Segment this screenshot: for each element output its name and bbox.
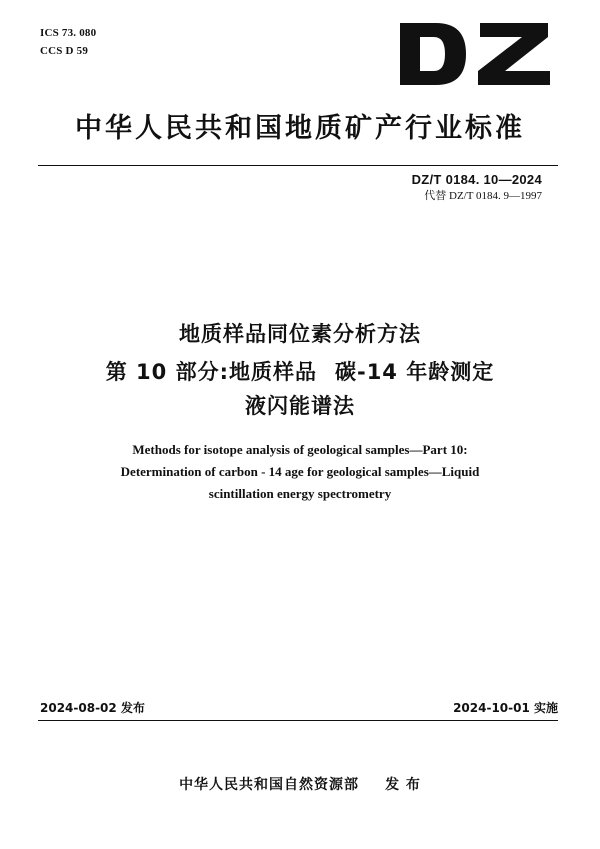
ics-code: ICS 73. 080 [40, 27, 97, 39]
chinese-title-line-1: 地质样品同位素分析方法 [179, 322, 421, 346]
dz-logo [396, 19, 554, 89]
english-title-line-2: Determination of carbon - 14 age for geological samples—Liquid [120, 464, 480, 479]
chinese-title-subject: 碳-14 年龄测定 [334, 360, 495, 384]
publisher-action: 发 布 [385, 777, 421, 793]
english-title-line-3: scintillation energy spectrometry [208, 486, 392, 501]
english-title-line-1: Methods for isotope analysis of geological samples—Part 10: [132, 442, 468, 457]
organization-title: 中华人民共和国地质矿产行业标准 [75, 113, 525, 144]
standard-number: DZ/T 0184. 10—2024 [411, 172, 542, 187]
chinese-title-line-2 [0, 358, 600, 386]
issue-date: 2024-08-02 发布 [40, 701, 145, 715]
chinese-title-line-3: 液闪能谱法 [245, 394, 355, 418]
bottom-divider [38, 720, 558, 721]
top-divider [38, 165, 558, 166]
publisher [0, 776, 600, 794]
ccs-code: CCS D 59 [40, 45, 89, 57]
implementation-date: 2024-10-01 实施 [453, 701, 558, 715]
replaces-standard: 代替 DZ/T 0184. 9—1997 [424, 190, 542, 202]
chinese-title-part-label: 第 10 部分:地质样品 [105, 360, 317, 384]
publisher-name: 中华人民共和国自然资源部 [179, 777, 360, 793]
